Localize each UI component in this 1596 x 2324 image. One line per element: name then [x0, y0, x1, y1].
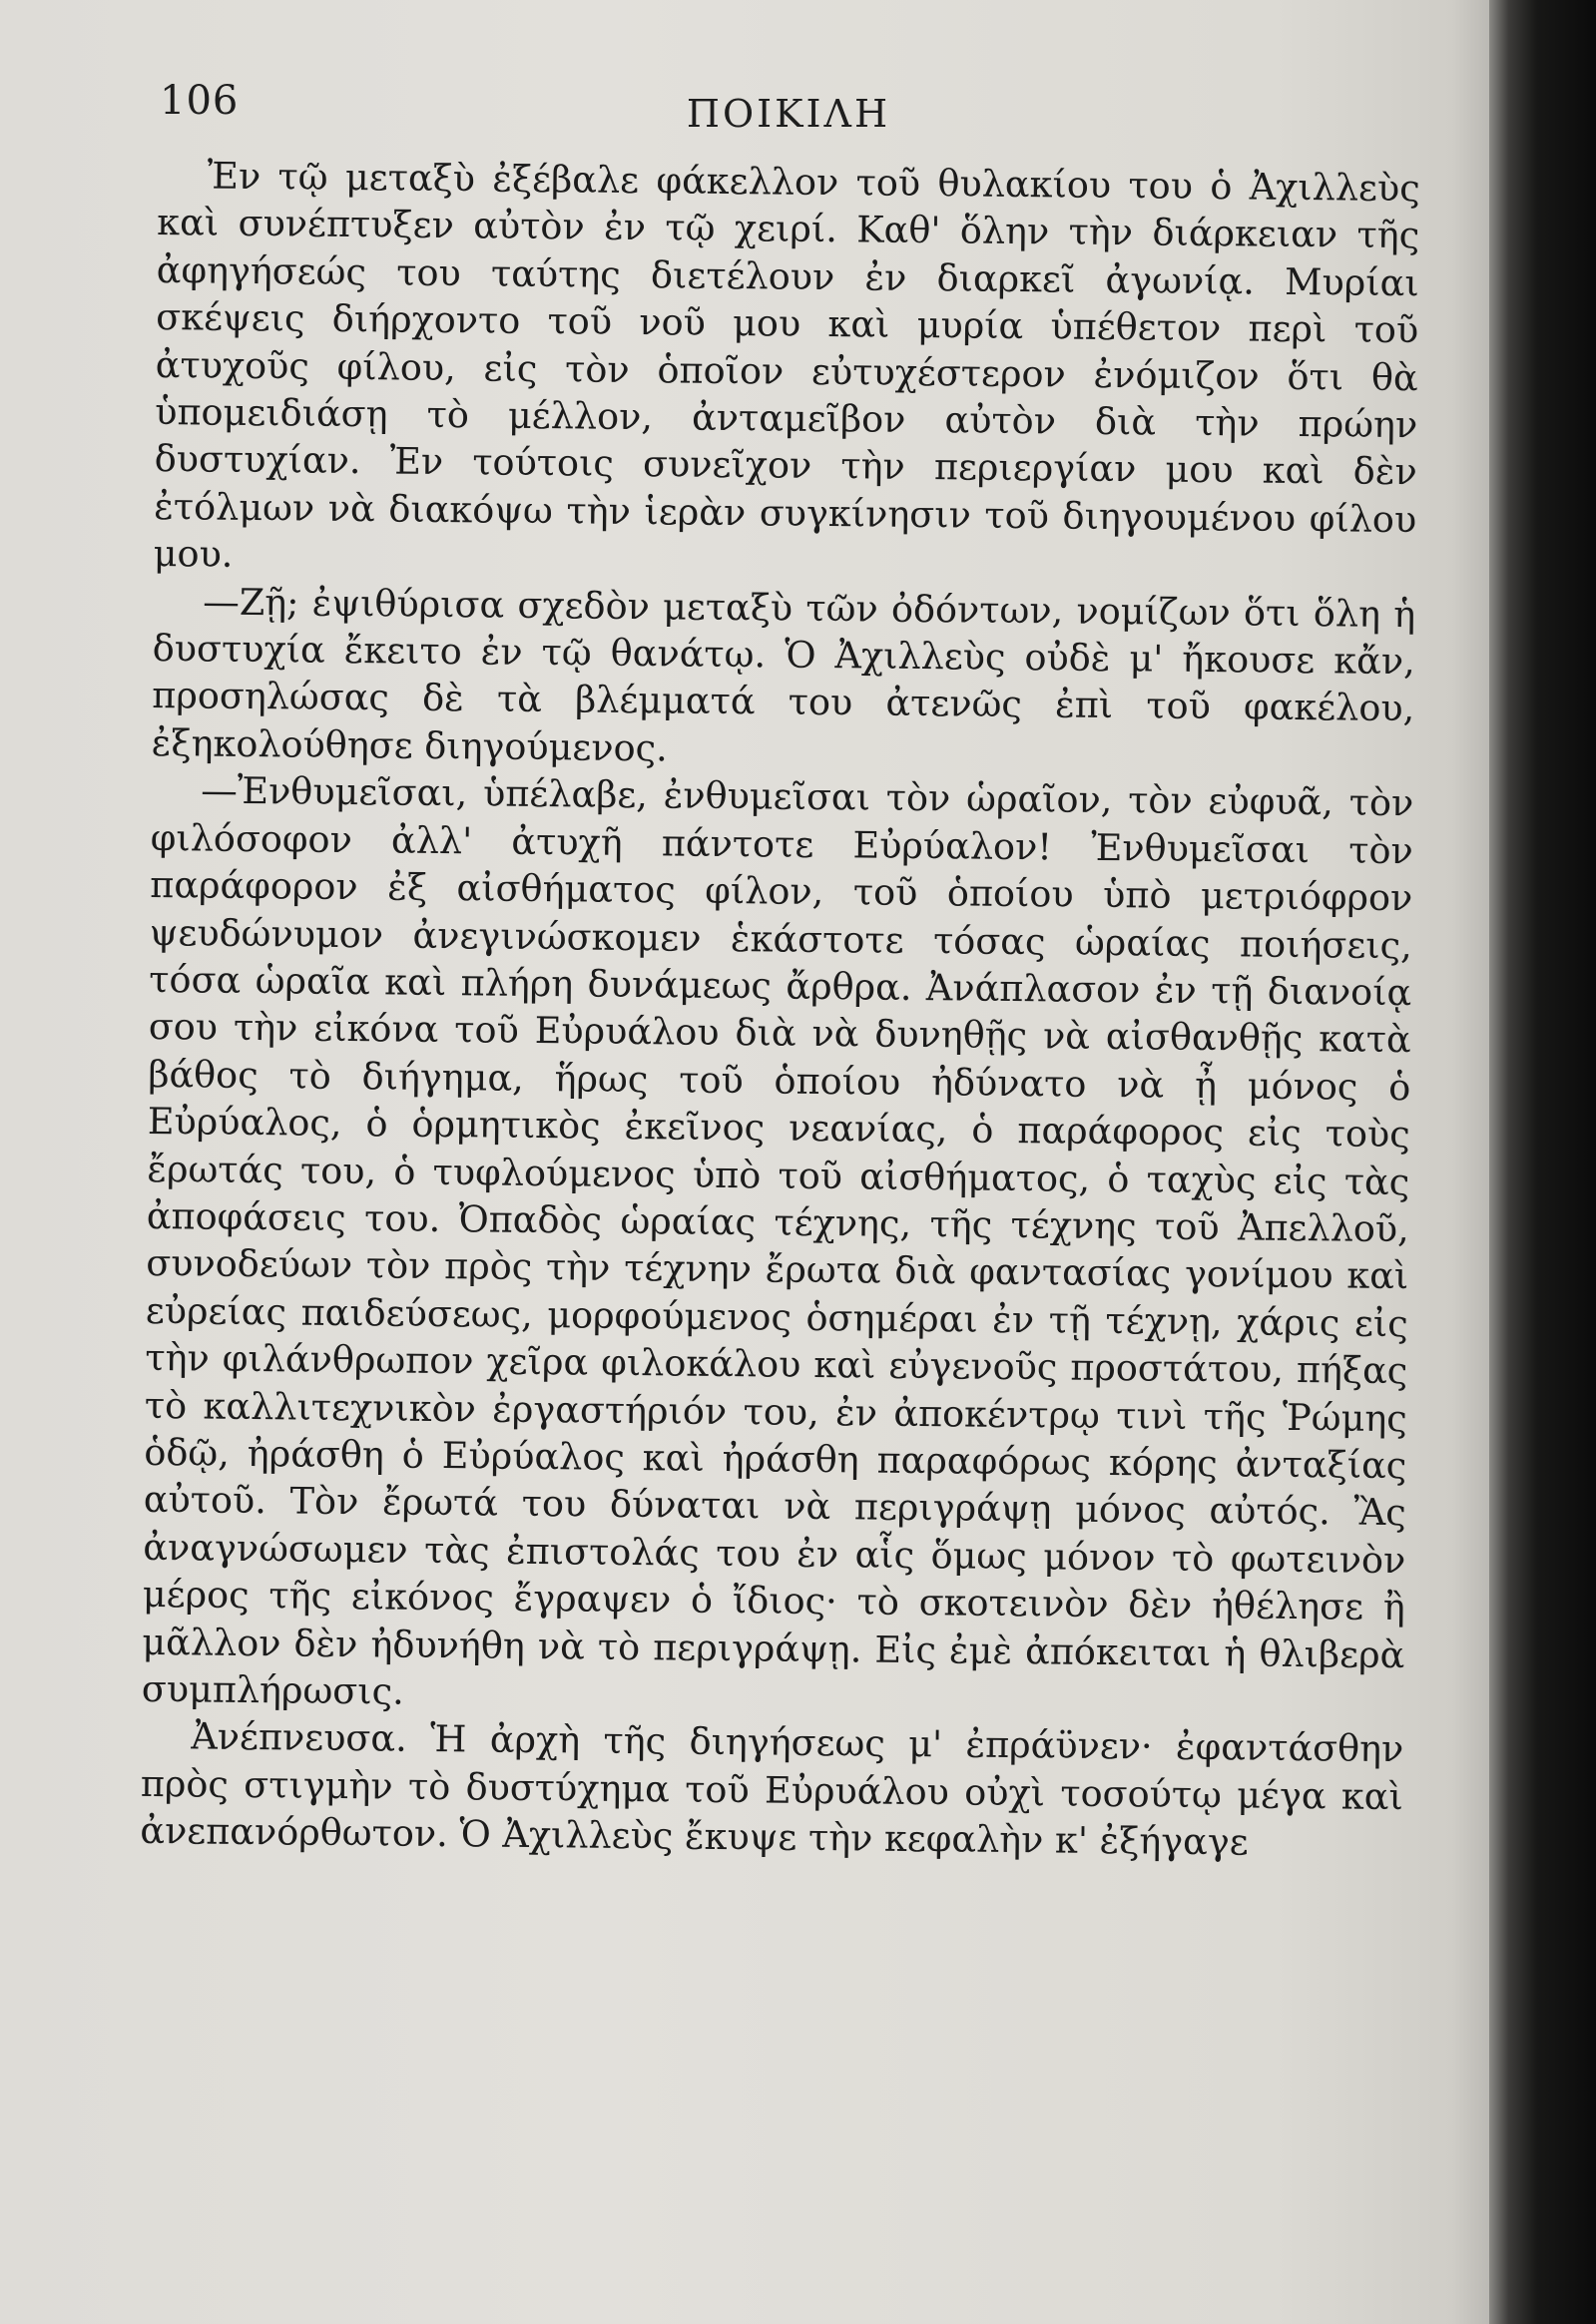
paragraph-3: —Ἐνθυμεῖσαι, ὑπέλαβε, ἐνθυμεῖσαι τὸν ὡραῖον, τὸν εὐφυᾶ, τὸν φιλόσοφον ἀλλ' ἀτυχῆ πάντοτε Εὐρύαλον! Ἐνθυμεῖσαι τὸν παράφορον ἐξ αἰσθήματος φίλον, τοῦ ὁποίου ὑπὸ μετριόφρον ψευδώνυμον ἀνεγινώσκομεν ἑκάστοτε τόσας ὡραίας ποιήσεις, τόσα ὡραῖα καὶ πλήρη δυνάμεως ἄρθρα. Ἀνάπλασον ἐν τῇ διανοίᾳ σου τὴν εἰκόνα τοῦ Εὐρυάλου διὰ νὰ δυνηθῇς νὰ αἰσθανθῇς κατὰ βάθος τὸ διήγημα, ἥρως τοῦ ὁποίου ἠδύνατο νὰ ᾖ μόνος ὁ Εὐρύαλος, ὁ ὁρμητικὸς ἐκεῖνος νεανίας, ὁ παράφορος εἰς τοὺς ἔρωτάς του, ὁ τυφλούμενος ὑπὸ τοῦ αἰσθήματος, ὁ ταχὺς εἰς τὰς ἀποφάσεις του. Ὀπαδὸς ὡραίας τέχνης, τῆς τέχνης τοῦ Ἀπελλοῦ, συνοδεύων τὸν πρὸς τὴν τέχνην ἔρωτα διὰ φαντασίας γονίμου καὶ εὐρείας παιδεύσεως, μορφούμενος ὁσημέραι ἐν τῇ τέχνῃ, χάρις εἰς τὴν φιλάνθρωπον χεῖρα φιλοκάλου καὶ εὐγενοῦς προστάτου, πήξας τὸ καλλιτεχνικὸν ἐργαστήριόν του, ἐν ἀποκέντρῳ τινὶ τῆς Ῥώμης ὁδῷ, ἠράσθη ὁ Εὐρύαλος καὶ ἠράσθη παραφόρως κόρης ἀνταξίας αὐτοῦ. Τὸν ἔρωτά του δύναται νὰ περιγράψῃ μόνος αὐτός. Ἂς ἀναγνώσωμεν τὰς ἐπιστολάς του ἐν αἷς ὅμως μόνον τὸ φωτεινὸν μέρος τῆς εἰκόνος ἔγραψεν ὁ ἴδιος· τὸ σκοτεινὸν δὲν ἠθέλησε ἢ μᾶλλον δὲν ἠδυνήθη νὰ τὸ περιγράψῃ. Εἰς ἐμὲ ἀπόκειται ἡ θλιβερὰ συμπλήρωσις. [141, 768, 1414, 1713]
body-text [140, 152, 1420, 1868]
paragraph-4: Ἀνέπνευσα. Ἡ ἀρχὴ τῆς διηγήσεως μ' ἐπράϋνεν· ἐφαντάσθην πρὸς στιγμὴν τὸ δυστύχημα τοῦ Εὐρυάλου οὐχὶ τοσούτῳ μέγα καὶ ἀνεπανόρθωτον. Ὁ Ἀχιλλεὺς ἔκυψε τὴν κεφαλὴν κ' ἐξήγαγε [140, 1714, 1404, 1864]
page-number: 106 [160, 78, 240, 124]
running-title: ΠΟΙΚΙΛΗ [686, 92, 891, 136]
paragraph-1: Ἐν τῷ μεταξὺ ἐξέβαλε φάκελλον τοῦ θυλακίου του ὁ Ἀχιλλεὺς καὶ συνέπτυξεν αὐτὸν ἐν τῷ χειρί. Καθ' ὅλην τὴν διάρκειαν τῆς ἀφηγήσεώς του ταύτης διετέλουν ἐν διαρκεῖ ἀγωνίᾳ. Μυρίαι σκέψεις διήρχοντο τοῦ νοῦ μου καὶ μυρία ὑπέθετον περὶ τοῦ ἀτυχοῦς φίλου, εἰς τὸν ὁποῖον εὐτυχέστερον ἐνόμιζον ὅτι θὰ ὑπομειδιάσῃ τὸ μέλλον, ἀνταμεῖβον αὐτὸν διὰ τὴν πρώην δυστυχίαν. Ἐν τούτοις συνεῖχον τὴν περιεργίαν μου καὶ δὲν ἐτόλμων νὰ διακόψω τὴν ἱερὰν συγκίνησιν τοῦ διηγουμένου φίλου μου. [153, 154, 1420, 577]
book-binding-shadow [1489, 0, 1596, 2324]
paragraph-2: —Ζῇ; ἐψιθύρισα σχεδὸν μεταξὺ τῶν ὀδόντων, νομίζων ὅτι ὅλη ἡ δυστυχία ἔκειτο ἐν τῷ θανάτῳ. Ὁ Ἀχιλλεὺς οὐδὲ μ' ἤκουσε κἄν, προσηλώσας δὲ τὰ βλέμματά του ἀτενῶς ἐπὶ τοῦ φακέλου, ἐξηκολούθησε διηγούμενος. [151, 580, 1416, 770]
page-header [160, 78, 1417, 138]
